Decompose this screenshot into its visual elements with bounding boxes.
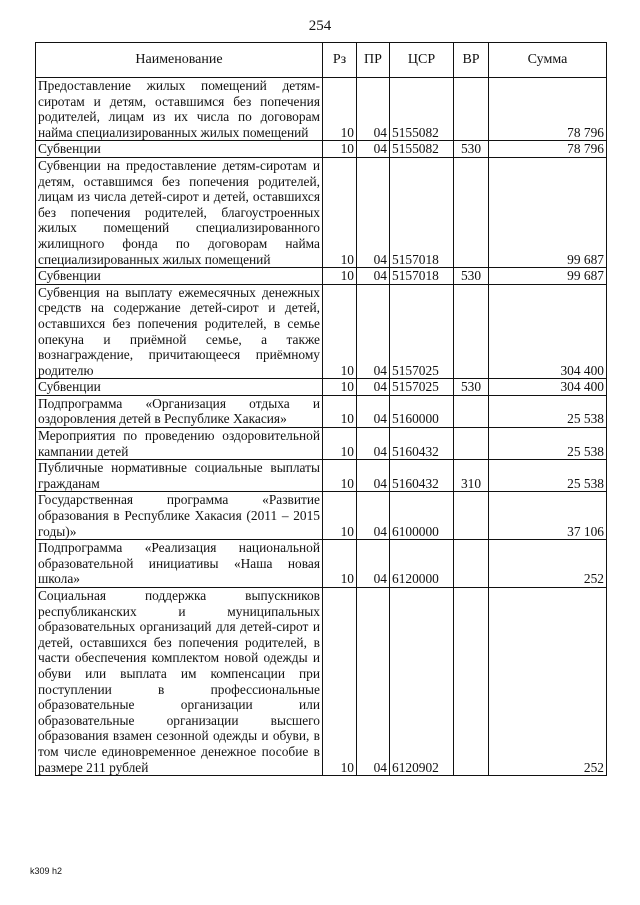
header-sum: Сумма <box>489 43 607 78</box>
row-csr: 5157025 <box>390 284 454 379</box>
row-sum: 99 687 <box>489 157 607 267</box>
table-row <box>36 268 607 285</box>
row-pr: 04 <box>357 141 390 158</box>
row-vr: 530 <box>454 141 489 158</box>
row-pr: 04 <box>357 460 390 492</box>
table-row <box>36 540 607 588</box>
row-rz: 10 <box>323 588 357 776</box>
row-rz: 10 <box>323 428 357 460</box>
row-vr <box>454 492 489 540</box>
row-csr: 5160000 <box>390 395 454 427</box>
header-csr: ЦСР <box>390 43 454 78</box>
row-rz: 10 <box>323 492 357 540</box>
row-vr <box>454 395 489 427</box>
row-name: Субвенции <box>36 141 323 158</box>
row-pr: 04 <box>357 157 390 267</box>
row-vr <box>454 540 489 588</box>
budget-table <box>35 42 607 776</box>
row-rz: 10 <box>323 379 357 396</box>
footer-code: k309 h2 <box>30 866 63 876</box>
row-rz: 10 <box>323 78 357 141</box>
row-vr <box>454 78 489 141</box>
row-name: Социальная поддержка выпускников республиканских и муниципальных образовательных организаций для детей-сирот и детей, оставшихся без попечения родителей, в части обеспечения комплектом новой одежды и обуви или выплата им компенсации при поступлении в профессиональные образовательные организации или образовательные организации высшего образования взамен сезонной одежды и обуви, в том числе единовременное денежное пособие в размере 211 рублей <box>36 588 323 776</box>
row-sum: 25 538 <box>489 395 607 427</box>
row-csr: 6120902 <box>390 588 454 776</box>
row-sum: 78 796 <box>489 78 607 141</box>
row-sum: 99 687 <box>489 268 607 285</box>
row-vr <box>454 588 489 776</box>
row-sum: 252 <box>489 540 607 588</box>
header-row <box>36 43 607 78</box>
row-rz: 10 <box>323 395 357 427</box>
row-vr <box>454 428 489 460</box>
header-pr: ПР <box>357 43 390 78</box>
row-pr: 04 <box>357 284 390 379</box>
row-name: Субвенции <box>36 268 323 285</box>
row-vr <box>454 157 489 267</box>
table-row <box>36 284 607 379</box>
row-name: Мероприятия по проведению оздоровительной кампании детей <box>36 428 323 460</box>
row-csr: 5160432 <box>390 460 454 492</box>
table-row <box>36 379 607 396</box>
row-pr: 04 <box>357 78 390 141</box>
row-name: Субвенции на предоставление детям-сиротам и детям, оставшимся без попечения родителей, лицам из числа детей-сирот и детей, оставшихся без попечения родителей, благоустроенных жилых помещений специализированного жилищного фонда по договорам найма специализированных жилых помещений <box>36 157 323 267</box>
row-sum: 304 400 <box>489 379 607 396</box>
row-pr: 04 <box>357 540 390 588</box>
row-pr: 04 <box>357 379 390 396</box>
row-sum: 25 538 <box>489 460 607 492</box>
table-row <box>36 428 607 460</box>
header-rz: Рз <box>323 43 357 78</box>
row-csr: 5157018 <box>390 268 454 285</box>
row-csr: 6120000 <box>390 540 454 588</box>
row-csr: 5155082 <box>390 141 454 158</box>
row-name: Субвенция на выплату ежемесячных денежных средств на содержание детей-сирот и детей, оставшихся без попечения родителей, в семье опекуна и приёмной семье, а также вознаграждение, причитающееся приёмному родителю <box>36 284 323 379</box>
row-name: Субвенции <box>36 379 323 396</box>
row-rz: 10 <box>323 268 357 285</box>
row-name: Публичные нормативные социальные выплаты гражданам <box>36 460 323 492</box>
page-number: 254 <box>308 18 332 34</box>
table-row <box>36 157 607 267</box>
row-rz: 10 <box>323 460 357 492</box>
row-sum: 25 538 <box>489 428 607 460</box>
row-csr: 5157025 <box>390 379 454 396</box>
table-row <box>36 395 607 427</box>
row-pr: 04 <box>357 492 390 540</box>
row-rz: 10 <box>323 157 357 267</box>
row-pr: 04 <box>357 268 390 285</box>
header-name: Наименование <box>36 43 323 78</box>
table-row <box>36 588 607 776</box>
row-sum: 304 400 <box>489 284 607 379</box>
header-vr: ВР <box>454 43 489 78</box>
row-rz: 10 <box>323 141 357 158</box>
row-vr: 530 <box>454 379 489 396</box>
row-sum: 37 106 <box>489 492 607 540</box>
row-rz: 10 <box>323 284 357 379</box>
row-vr: 530 <box>454 268 489 285</box>
row-name: Подпрограмма «Организация отдыха и оздоровления детей в Республике Хакасия» <box>36 395 323 427</box>
row-vr <box>454 284 489 379</box>
row-vr: 310 <box>454 460 489 492</box>
row-pr: 04 <box>357 395 390 427</box>
row-pr: 04 <box>357 428 390 460</box>
table-row <box>36 141 607 158</box>
row-csr: 6100000 <box>390 492 454 540</box>
row-pr: 04 <box>357 588 390 776</box>
row-name: Государственная программа «Развитие образования в Республике Хакасия (2011 – 2015 годы)» <box>36 492 323 540</box>
table-row <box>36 460 607 492</box>
table-row <box>36 78 607 141</box>
row-csr: 5160432 <box>390 428 454 460</box>
row-csr: 5157018 <box>390 157 454 267</box>
row-sum: 252 <box>489 588 607 776</box>
row-sum: 78 796 <box>489 141 607 158</box>
row-name: Подпрограмма «Реализация национальной образовательной инициативы «Наша новая школа» <box>36 540 323 588</box>
row-rz: 10 <box>323 540 357 588</box>
table-row <box>36 492 607 540</box>
row-name: Предоставление жилых помещений детям-сиротам и детям, оставшимся без попечения родителей, лицам из их числа по договорам найма специализированных жилых помещений <box>36 78 323 141</box>
row-csr: 5155082 <box>390 78 454 141</box>
